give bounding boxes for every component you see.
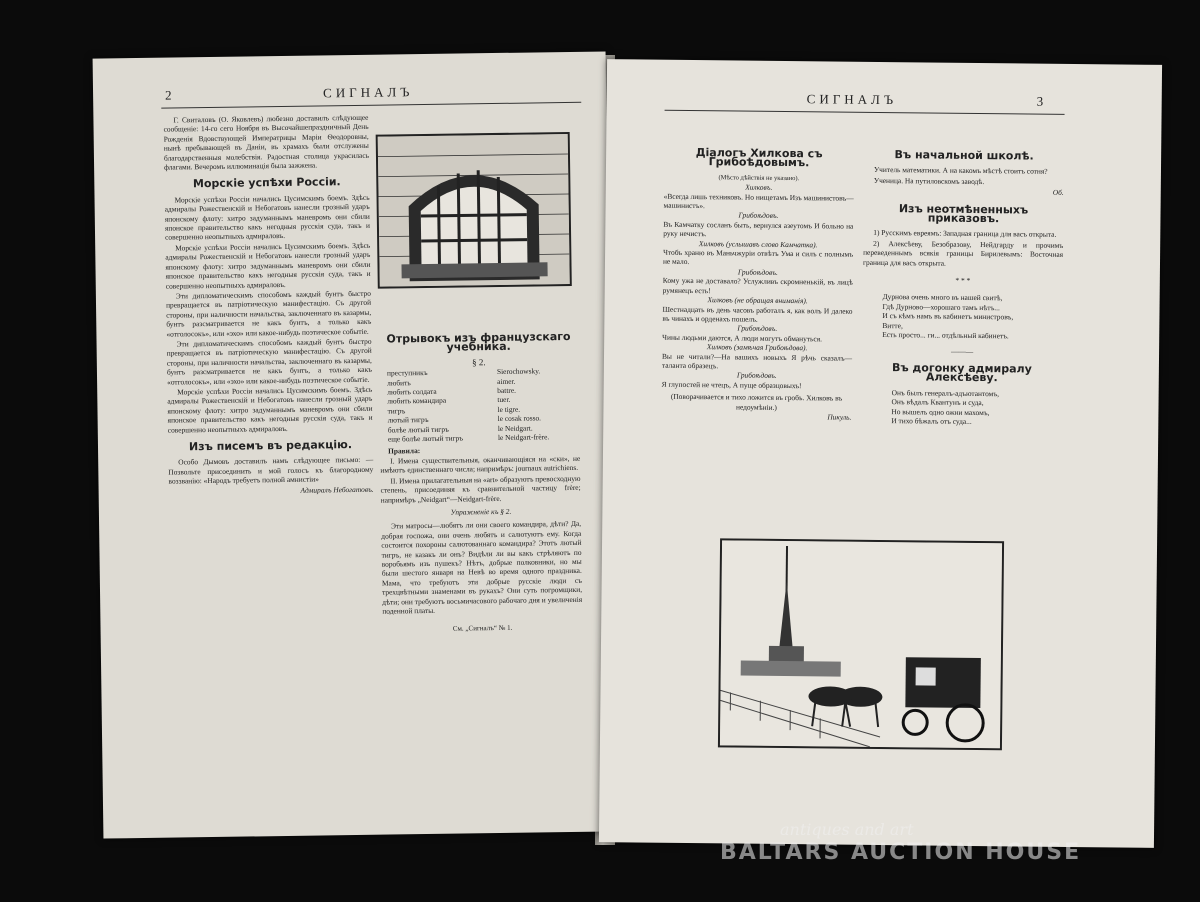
vocab-russian: лютый тигръ — [387, 415, 429, 425]
verse-line: И тихо бѣжалъ отъ суда... — [891, 416, 972, 426]
verse-line: Дурнова очень много въ нашей свитѣ, — [882, 292, 1003, 303]
vocab-french: le Neidgart. — [497, 423, 533, 433]
running-head-left: СИГНАЛЪ — [322, 84, 414, 101]
vocab-russian: преступникъ — [386, 368, 428, 378]
vocab-russian: тигръ — [387, 406, 406, 416]
school-line-2: Ученица. На путиловскомъ заводѣ. — [873, 175, 985, 186]
left-page — [93, 51, 617, 838]
dialogue-speaker: Грибоѣдовъ. — [737, 267, 778, 277]
verse-line: Но вышелъ одно ожни махомъ, — [891, 406, 990, 417]
vocab-french: battre. — [497, 385, 516, 396]
vocab-russian: болѣе лютый тигръ — [387, 424, 449, 435]
watermark-line-1: antiques and art — [780, 820, 914, 839]
article-title-naval: Морскіе успѣхи Россіи. — [192, 175, 341, 191]
dialogue-line: Я глупостей не чтецъ, А пуще образцовыхъ! — [661, 379, 802, 390]
verse-line: Витте, — [882, 320, 903, 330]
watermark-line-2: BALTARS AUCTION HOUSE — [720, 840, 1082, 865]
verse-line: И съ кѣмъ намъ въ кабинетъ министровъ, — [882, 311, 1014, 322]
footnote: См. „Сигналъ“ № 1. — [452, 624, 513, 634]
stage-direction: (Поворачивается и тихо ложится въ гробъ. Хилковъ въ недоумѣніи.) — [670, 391, 843, 412]
vocab-russian: любить — [387, 377, 411, 388]
header-rule-left — [161, 102, 581, 109]
verse-line: Есть просто... ги... отдѣльный кабинетъ. — [882, 330, 1009, 341]
article-body-2c: Морскіе успѣхи Россіи начались Цусимскимъ боемъ. Здѣсь адмиралы Рожественскій и Небогатовъ нанесли грозный ударъ японскому флоту: хитро задуманнымъ маневромъ они сбили японское правительство какъ негодныя русскія суда, такъ и совершенно неопытныхъ адмираловъ. — [167, 384, 373, 435]
vocab-french: le tigre. — [497, 404, 521, 414]
verse-line: Гдѣ Дурново—хорошаго тамъ нѣтъ... — [882, 301, 1000, 313]
vocab-russian: любить солдата — [387, 386, 437, 397]
vocab-french: tuer. — [497, 395, 511, 405]
dialogue-line: Шестнадцать въ день часовъ работалъ я, как волъ И далеко въ чинахъ и орденахъ пошелъ. — [662, 304, 853, 324]
right-column-2 — [861, 150, 1064, 427]
running-head-right: СИГНАЛЪ — [806, 91, 898, 108]
letter-signature: Адмиралъ Небогатовъ. — [300, 484, 374, 495]
intro-text: Г. Свиталовъ (О. Яковлевъ) любезно доставилъ слѣдующее сообщеніе: 14-го сего Ноября въ Высочайшепраздничный День Рожденія Вдовствующей Императрицы Маріи Ѳеодоровны, нынѣ пребывающей въ Даніи, въ храмахъ были отслужены благодарственныя молебствія. Радостная столица украсилась флагами. Вечеромъ иллюминація была зажжена. — [163, 112, 370, 172]
dialogue-line: Чины людьми даются, А люди могутъ обмануться. — [662, 332, 823, 344]
left-column-1 — [163, 113, 373, 497]
verse-2 — [891, 388, 1061, 427]
school-line-1: Учитель математики. А на какомъ мѣстѣ стоитъ сотня? — [873, 165, 1048, 177]
rule-2: II. Имена прилагательныя на «art» образуютъ превосходную степень, присоединяя къ сравнительной частицу frère; напримѣръ „Neidgart“—Neidgart-frère. — [380, 473, 581, 505]
page-number-right: 3 — [1036, 93, 1044, 109]
exercise-text: Эти матросы—любятъ ли они своего командира, дѣти? Да, добрая госпожа, они очень любятъ и салютуютъ ему. Когда состоится похороны салютованнаго командира? Этотъ лютый тигръ, не казакъ ли онъ? Видѣли ли вы какъ стрѣляютъ по воробьямъ изъ пушекъ? Нѣтъ, добрые полковники, но мы были шестого января на Невѣ во время одного праздника. Мама, что требуютъ эти добрые русскіе люди съ трехцвѣтными знаменами въ рукахъ? Они суть погромщики, дѣти; они требуютъ восьмичасового рабочаго дня и увеличенія поденной платы. — [381, 519, 583, 616]
page-number-left: 2 — [164, 87, 172, 103]
dialogue-signature: Пикуль. — [827, 412, 852, 422]
right-column-1 — [661, 148, 854, 422]
dialogue-line: Чтобъ храню въ Маньчжуріи отвѣтъ Ума и силъ с полнымъ не мало. — [662, 247, 854, 267]
article-body-1: Морскіе успѣхи Россіи начались Цусимскимъ боемъ. Здѣсь адмиралы Рожественскій и Небогатовъ нанесли грозный ударъ японскому флоту: хитро задуманнымъ маневромъ они сбили японское правительство какъ негодныя русскія суда, такъ и совершенно неопытныхъ адмираловъ. — [164, 192, 370, 243]
dialogue-speaker: Хилковъ. — [745, 182, 773, 193]
vocab-french: le Neidgart-frère. — [497, 432, 550, 443]
article-body-2: Эти дипломатическимъ способомъ каждый бунтъ быстро превращается въ патріотическую манифестацію. Съ другой стороны, при наличности начальства, заключеннаго въ казармы, бунтъ разсматривается не какъ бунтъ, а только какъ «отголосокъ», или «эхо» или какое-нибудь поэтическое событіе. — [165, 288, 372, 339]
exercise-title: Упражненіе къ § 2. — [450, 506, 512, 517]
prison-window-illustration — [376, 132, 572, 289]
verse-1 — [882, 292, 1062, 341]
dialogue-speaker: Хилковъ (замѣчая Грибоѣдова). — [706, 342, 808, 353]
vocab-french: aimer. — [497, 376, 516, 386]
right-page — [599, 59, 1162, 848]
vocab-french: le cosak rosso. — [497, 413, 542, 424]
dialogue-speaker: Грибоѣдовъ. — [738, 210, 779, 221]
dialogue-body — [662, 182, 854, 391]
dialogue-subtitle: (Мѣсто дѣйствія не указано). — [718, 174, 800, 182]
school-title: Въ начальной школѣ. — [894, 148, 1034, 163]
divider: ——— — [950, 346, 974, 356]
article-body-1b: Морскіе успѣхи Россіи начались Цусимскимъ боемъ. Здѣсь адмиралы Рожественскій и Небогатовъ нанесли грозный ударъ японскому флоту: хитро задуманнымъ маневромъ они сбили японское правительство какъ негодныя русскія суда, такъ и совершенно неопытныхъ адмираловъ. — [165, 240, 371, 291]
order-2: 2) Алексѣеву, Безобразову, Нейдгарду и прочимъ переведеннымъ всякія границы Бирилевымъ: Восточная граница для васъ открыта. — [862, 238, 1064, 268]
section-number: § 2. — [472, 356, 486, 368]
dialogue-title: Діалогъ Хилкова съ Грибоѣдовымъ. — [695, 146, 823, 170]
dialogue-line: «Всегда лишь техниковъ. Но нищетамъ Изъ машинистовъ—машинистъ». — [663, 191, 854, 211]
dialogue-line: Въ Камчатку сосланъ быть, вернулся азеутомъ И больно на руку нечистъ. — [663, 219, 854, 239]
orders-title: Изъ неотмѣненныхъ приказовъ. — [898, 201, 1029, 226]
vocabulary-table — [387, 366, 580, 444]
letter-text: Особо Дымовъ доставилъ намъ слѣдующее письмо: — Позвольте присоединить и мой голосъ къ благородному воззванію: «Народъ требуетъ полной амнистіи» — [168, 455, 374, 486]
school-signature: Об. — [1052, 188, 1064, 198]
verse-line: Онъ былъ генералъ-адъютантомъ, — [891, 387, 1000, 398]
stars-divider: * * * — [955, 275, 971, 285]
rule-1: I. Имена существительныя, оканчивающіяся на «ски», не имѣютъ единственнаго числа; напримѣръ: journaux autrichiens. — [380, 453, 581, 475]
header-rule-right — [665, 110, 1065, 115]
dialogue-speaker: Хилковъ (услышавъ слово Камчатка). — [698, 238, 818, 249]
dialogue-speaker: Хилковъ (не обращая вниманія). — [707, 295, 808, 306]
textbook-title: Отрывокъ изъ французскаго учебника. — [386, 329, 571, 355]
verse-line: Онъ вѣдалъ Квантунъ и суда, — [891, 397, 984, 408]
dialogue-speaker: Грибоѣдовъ. — [737, 323, 778, 334]
order-1: 1) Русскимъ евреямъ: Западная граница для васъ открыта. — [873, 228, 1057, 240]
rules-title: Правила: — [388, 446, 421, 456]
vocab-french: Sierochowsky. — [496, 366, 541, 377]
carriage-illustration — [718, 538, 1004, 750]
left-column-2 — [378, 324, 582, 636]
vocab-russian: еще болѣе лютый тигръ — [387, 433, 464, 444]
alekseev-title: Въ догонку адмиралу Алексѣеву. — [891, 361, 1032, 385]
letters-title: Изъ писемъ въ редакцію. — [188, 438, 353, 454]
dialogue-speaker: Грибоѣдовъ. — [736, 370, 777, 381]
dialogue-line: Кому ужа не доставало? Услужливъ скромненькій, въ лицѣ румянецъ есть! — [662, 275, 853, 295]
dialogue-line: Вы не читали?—На вашихъ новыхъ Я рѣчь сказалъ—таланта образецъ. — [661, 351, 853, 371]
vocab-russian: любить командира — [387, 396, 447, 406]
article-body-2b: Эти дипломатическимъ способомъ каждый бунтъ быстро превращается въ патріотическую манифестацію. Съ другой стороны, при наличности начальства, заключеннаго въ казармы, бунтъ разсматривается не какъ бунтъ, а только какъ «отголосокъ», или «эхо» или какое-нибудь поэтическое событіе. — [166, 336, 373, 387]
